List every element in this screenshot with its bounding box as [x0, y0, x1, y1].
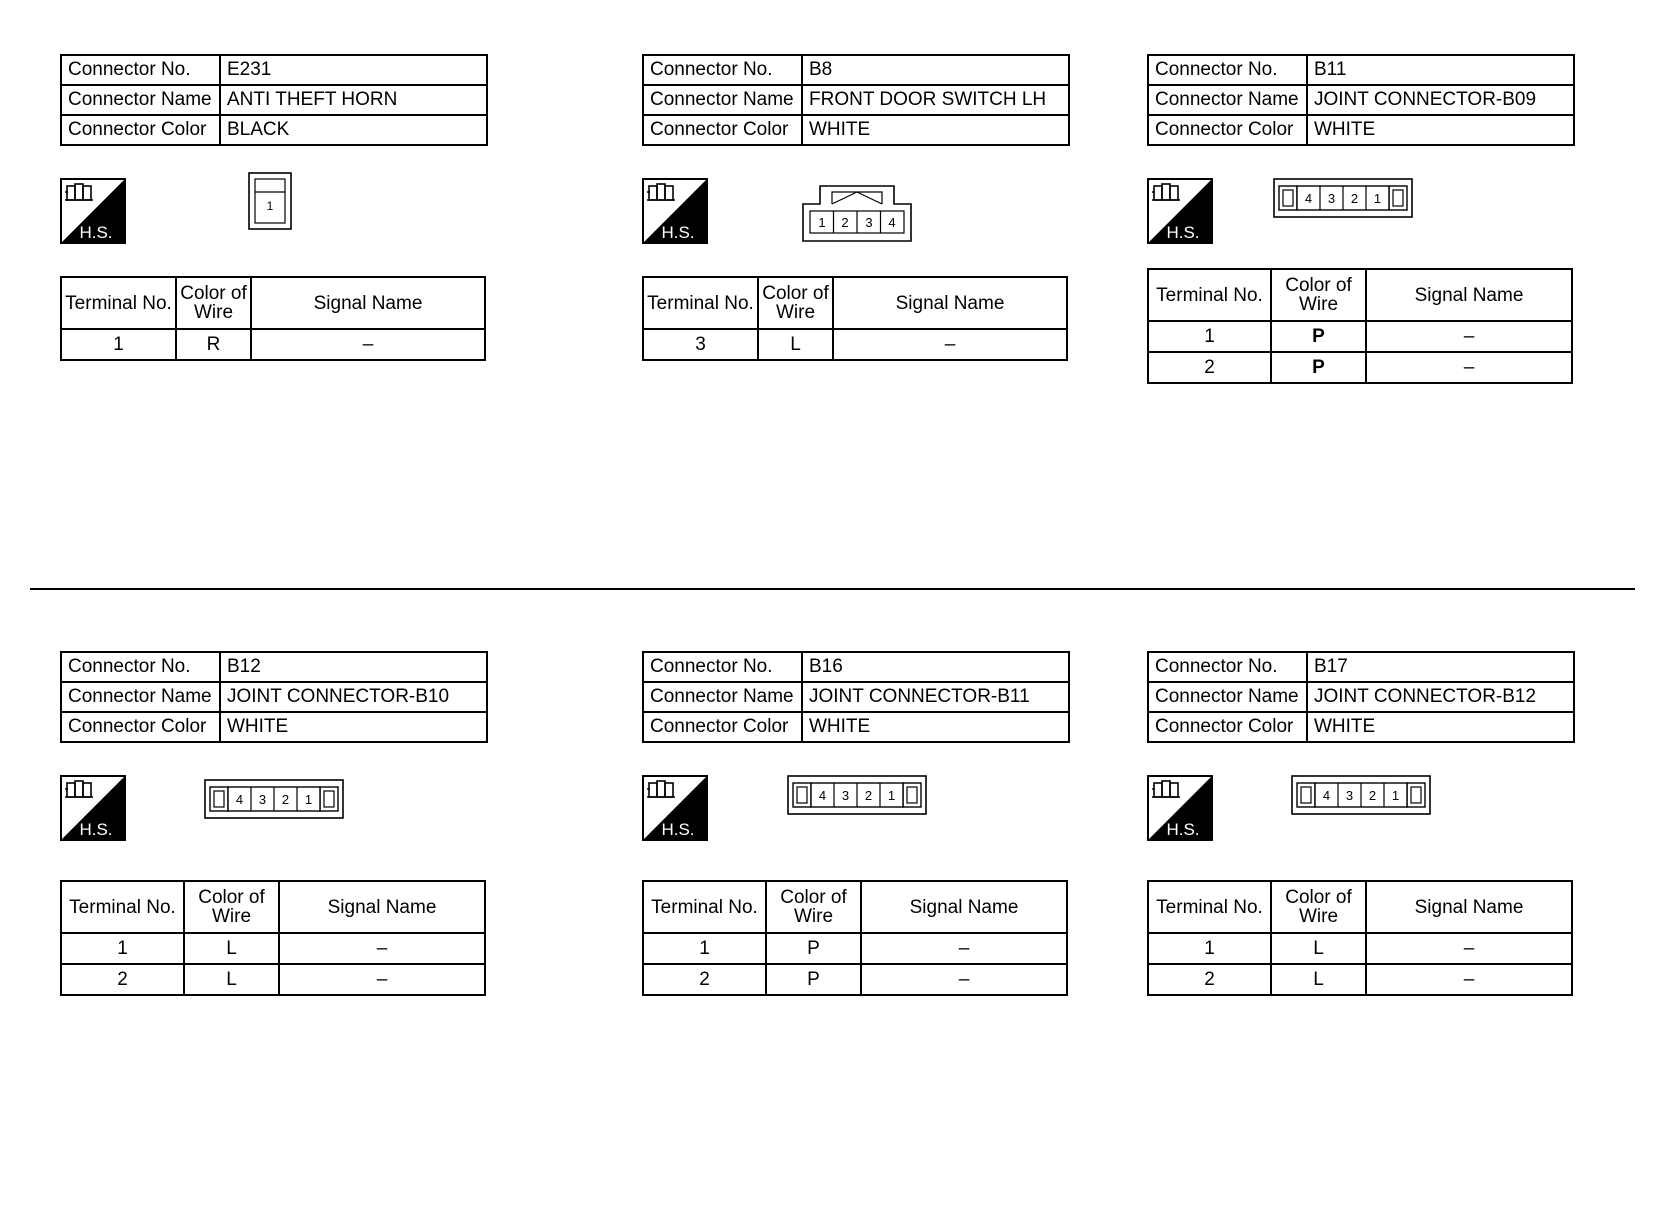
connector-name-value: JOINT CONNECTOR-B10 [220, 682, 487, 712]
connector-no-value: B8 [802, 55, 1069, 85]
wire-color-cell: L [1271, 933, 1366, 964]
pin-label: 4 [235, 792, 244, 807]
wire-color-cell: R [176, 329, 251, 360]
connector-no-label: Connector No. [61, 652, 220, 682]
connector-color-label: Connector Color [61, 712, 220, 742]
wire-color-cell: P [1271, 321, 1366, 352]
color-of-label: Color of [1285, 275, 1352, 296]
hs-label: H.S. [79, 820, 113, 839]
pin-label: 3 [841, 788, 850, 803]
connector-no-value: B11 [1307, 55, 1574, 85]
table-row [643, 933, 1067, 964]
pin-label: 1 [266, 199, 274, 213]
connector-color-label: Connector Color [1148, 712, 1307, 742]
connector-info-table [642, 54, 1070, 146]
pin-label: 4 [888, 215, 896, 230]
connector-info-table [642, 651, 1070, 743]
connector-name-value: ANTI THEFT HORN [220, 85, 487, 115]
color-of-label: Color of [1285, 887, 1352, 908]
hs-label: H.S. [1166, 223, 1200, 242]
wire-color-cell: L [184, 964, 279, 995]
wire-color-cell: L [758, 329, 833, 360]
connector-no-label: Connector No. [643, 55, 802, 85]
terminal-table [60, 276, 486, 361]
connector-no-label: Connector No. [61, 55, 220, 85]
terminal-cell: 2 [61, 964, 184, 995]
connector-no-value: B12 [220, 652, 487, 682]
table-row [1148, 321, 1572, 352]
table-row [61, 329, 485, 360]
signal-cell: – [279, 964, 485, 995]
table-row [643, 329, 1067, 360]
wire-label: Wire [1298, 906, 1339, 927]
terminal-table [642, 880, 1068, 996]
connector-no-value: E231 [220, 55, 487, 85]
terminal-cell: 1 [61, 329, 176, 360]
connector-block-b17 [1147, 651, 1587, 1111]
wire-color-cell: P [766, 933, 861, 964]
color-of-wire-header [1271, 269, 1366, 321]
connector-name-label: Connector Name [61, 85, 220, 115]
terminal-cell: 1 [1148, 933, 1271, 964]
connector-info-table [60, 54, 488, 146]
signal-name-header: Signal Name [251, 277, 485, 329]
signal-name-header: Signal Name [1366, 881, 1572, 933]
connector-color-value: WHITE [1307, 712, 1574, 742]
table-row [1148, 964, 1572, 995]
connector-name-label: Connector Name [643, 682, 802, 712]
terminal-table [642, 276, 1068, 361]
terminal-cell: 1 [61, 933, 184, 964]
wire-label: Wire [193, 302, 234, 323]
pin-label: 4 [1322, 788, 1331, 803]
terminal-no-header: Terminal No. [643, 277, 758, 329]
signal-cell: – [833, 329, 1067, 360]
connector-block-e231 [60, 54, 500, 514]
hs-label: H.S. [1166, 820, 1200, 839]
connector-color-label: Connector Color [643, 115, 802, 145]
signal-name-header: Signal Name [833, 277, 1067, 329]
terminal-no-header: Terminal No. [643, 881, 766, 933]
harness-side-icon [1147, 178, 1213, 244]
connector-color-label: Connector Color [643, 712, 802, 742]
connector-name-label: Connector Name [643, 85, 802, 115]
color-of-wire-header [766, 881, 861, 933]
color-of-wire-header [184, 881, 279, 933]
connector-info-table [60, 651, 488, 743]
signal-cell: – [1366, 964, 1572, 995]
harness-side-icon [1147, 775, 1213, 841]
table-row [1148, 933, 1572, 964]
connector-face-icon [787, 775, 927, 815]
table-row [643, 964, 1067, 995]
terminal-no-header: Terminal No. [1148, 881, 1271, 933]
pin-label: 4 [1304, 191, 1313, 206]
color-of-wire-header [1271, 881, 1366, 933]
signal-name-header: Signal Name [279, 881, 485, 933]
section-divider [30, 588, 1635, 590]
connector-no-label: Connector No. [1148, 652, 1307, 682]
terminal-no-header: Terminal No. [1148, 269, 1271, 321]
connector-info-table [1147, 651, 1575, 743]
hs-label: H.S. [661, 820, 695, 839]
connector-color-value: BLACK [220, 115, 487, 145]
wire-color-cell: P [1271, 352, 1366, 383]
signal-cell: – [251, 329, 485, 360]
connector-color-label: Connector Color [1148, 115, 1307, 145]
connector-name-value: JOINT CONNECTOR-B11 [802, 682, 1069, 712]
harness-side-icon [60, 178, 126, 244]
terminal-cell: 1 [643, 933, 766, 964]
connector-no-value: B16 [802, 652, 1069, 682]
pin-label: 1 [1391, 788, 1400, 803]
connector-face-icon [1291, 775, 1431, 815]
wire-label: Wire [211, 906, 252, 927]
connector-color-value: WHITE [802, 712, 1069, 742]
terminal-table [60, 880, 486, 996]
signal-cell: – [861, 964, 1067, 995]
color-of-wire-header [758, 277, 833, 329]
pin-label: 4 [818, 788, 827, 803]
color-of-label: Color of [762, 283, 829, 304]
connector-face-icon [802, 178, 912, 242]
pin-label: 2 [1368, 788, 1377, 803]
color-of-label: Color of [198, 887, 265, 908]
table-row [61, 964, 485, 995]
pin-label: 3 [1327, 191, 1336, 206]
wire-color-cell: L [1271, 964, 1366, 995]
signal-name-header: Signal Name [1366, 269, 1572, 321]
connector-no-label: Connector No. [1148, 55, 1307, 85]
hs-label: H.S. [79, 223, 113, 242]
pin-label: 3 [865, 215, 873, 230]
signal-cell: – [279, 933, 485, 964]
signal-cell: – [1366, 321, 1572, 352]
pin-label: 3 [258, 792, 267, 807]
terminal-cell: 2 [1148, 352, 1271, 383]
connector-block-b8 [642, 54, 1082, 514]
wire-label: Wire [1298, 294, 1339, 315]
connector-block-b11 [1147, 54, 1587, 514]
connector-name-value: FRONT DOOR SWITCH LH [802, 85, 1069, 115]
connector-name-label: Connector Name [1148, 682, 1307, 712]
wire-color-cell: P [766, 964, 861, 995]
pin-label: 2 [281, 792, 290, 807]
pin-label: 2 [1350, 191, 1359, 206]
connector-color-value: WHITE [220, 712, 487, 742]
pin-label: 3 [1345, 788, 1354, 803]
connector-face-icon [204, 779, 344, 819]
harness-side-icon [642, 178, 708, 244]
terminal-table [1147, 268, 1573, 384]
pin-label: 2 [841, 215, 849, 230]
connector-block-b12 [60, 651, 500, 1111]
connector-color-label: Connector Color [61, 115, 220, 145]
table-row [61, 933, 485, 964]
pin-label: 1 [304, 792, 313, 807]
terminal-cell: 2 [1148, 964, 1271, 995]
connector-no-label: Connector No. [643, 652, 802, 682]
harness-side-icon [642, 775, 708, 841]
terminal-no-header: Terminal No. [61, 881, 184, 933]
terminal-cell: 3 [643, 329, 758, 360]
connector-color-value: WHITE [1307, 115, 1574, 145]
hs-label: H.S. [661, 223, 695, 242]
color-of-label: Color of [180, 283, 247, 304]
signal-cell: – [1366, 352, 1572, 383]
wire-label: Wire [775, 302, 816, 323]
signal-cell: – [861, 933, 1067, 964]
terminal-cell: 1 [1148, 321, 1271, 352]
connector-block-b16 [642, 651, 1082, 1111]
wire-color-cell: L [184, 933, 279, 964]
terminal-table [1147, 880, 1573, 996]
signal-cell: – [1366, 933, 1572, 964]
connector-name-label: Connector Name [61, 682, 220, 712]
connector-no-value: B17 [1307, 652, 1574, 682]
connector-color-value: WHITE [802, 115, 1069, 145]
harness-side-icon [60, 775, 126, 841]
pin-label: 1 [887, 788, 896, 803]
connector-info-table [1147, 54, 1575, 146]
pin-label: 1 [1373, 191, 1382, 206]
connector-face-icon [248, 172, 292, 230]
color-of-wire-header [176, 277, 251, 329]
signal-name-header: Signal Name [861, 881, 1067, 933]
wire-label: Wire [793, 906, 834, 927]
pin-label: 2 [864, 788, 873, 803]
connector-face-icon [1273, 178, 1413, 218]
terminal-cell: 2 [643, 964, 766, 995]
terminal-no-header: Terminal No. [61, 277, 176, 329]
pin-label: 1 [818, 215, 826, 230]
connector-name-label: Connector Name [1148, 85, 1307, 115]
table-row [1148, 352, 1572, 383]
color-of-label: Color of [780, 887, 847, 908]
connector-name-value: JOINT CONNECTOR-B09 [1307, 85, 1574, 115]
connector-name-value: JOINT CONNECTOR-B12 [1307, 682, 1574, 712]
